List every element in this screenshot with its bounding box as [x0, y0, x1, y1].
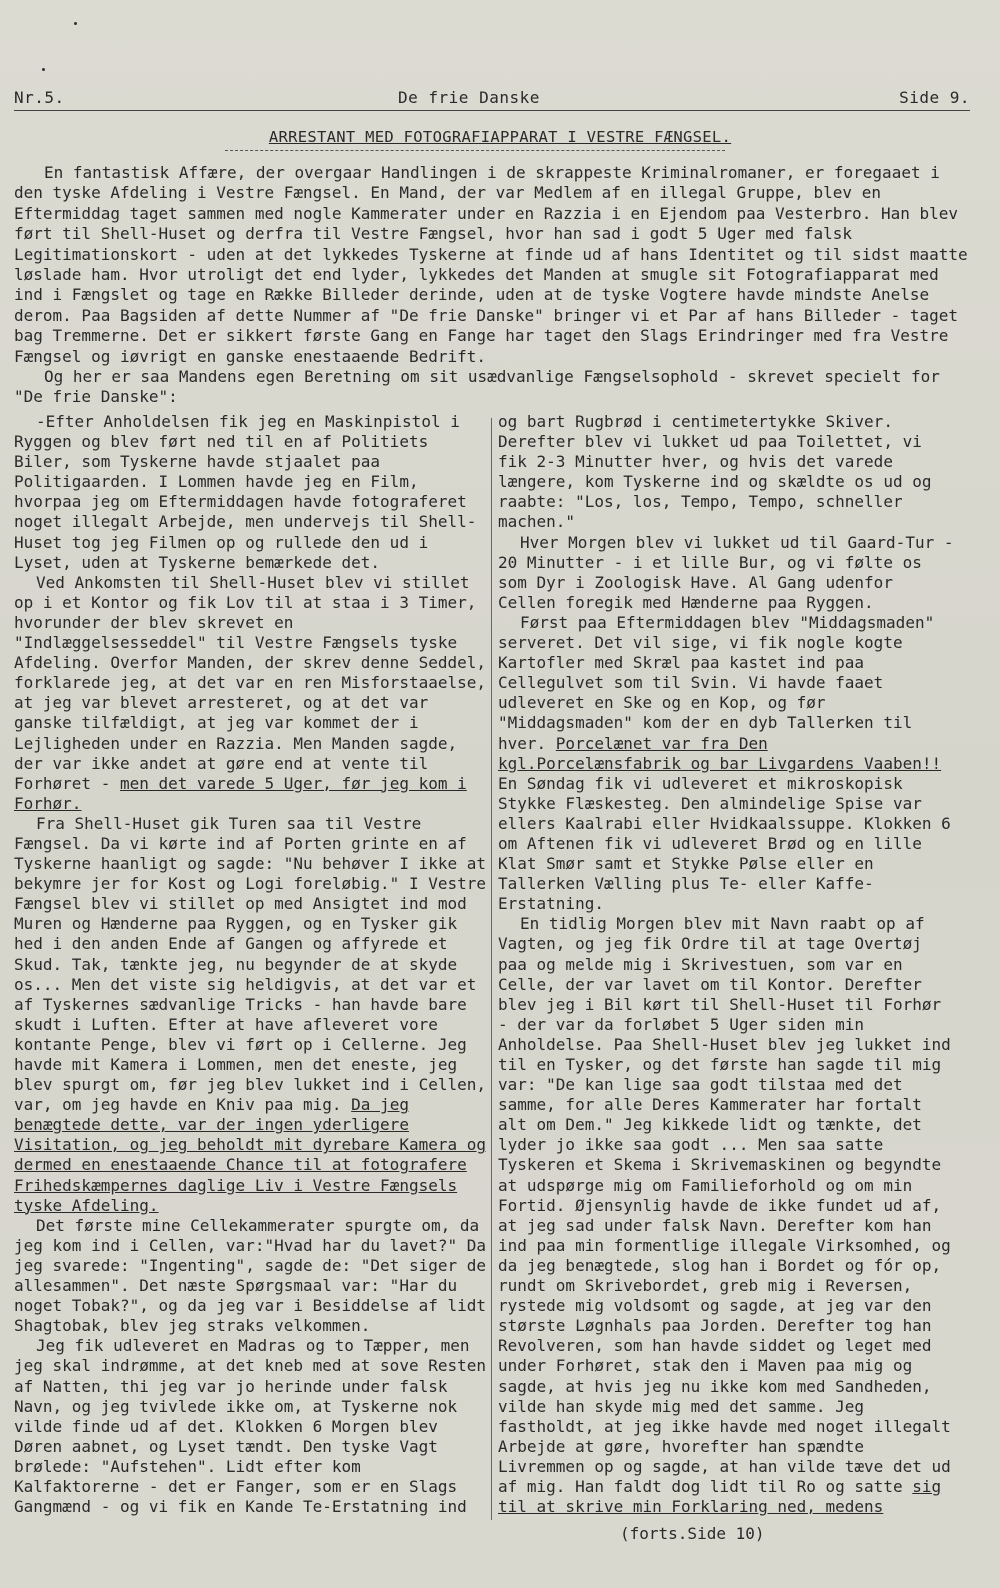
text: En tidlig Morgen blev mit Navn raabt op af Vagten, og jeg fik Ordre til at tage Overtøj paa og melde mig i Skrivestuen, som var en Celle, der var lavet om til Kontor. Derefter blev jeg i Bil kørt til Shell-Huset til Forhør - der var da forløbet 5 Uger siden min Anholdelse. Paa Shell-Huset blev jeg lukket ind til en Tysker, og det første han sagde til mig var: "De kan lige saa godt tilstaa med det samme, for alle Deres Kammerater har fortalt alt om Dem." Jeg kikkede lidt og tænkte, det lyder jo ikke saa godt ... Men saa satte Tyskeren et Skema i Skrivemaskinen og begyndte at udspørge mig om Familieforhold og om min Fortid. Øjensynlig havde de ikke fundet ud af, at jeg sad under falsk Navn. Derefter kom han ind paa min formentlige illegale Virksomhed, og da jeg benægtede, slog han i Bordet og fór op, rundt om Skrivebordet, greb mig i Reversen, rystede mig voldsomt og sagde, at jeg var den største Løgnhals paa Jorden. Derefter tog han Revolveren, som han havde siddet og leget med under Forhøret, stak den i Maven paa mig og sagde, at hvis jeg nu ikke kom med Sandheden, vilde han skyde mig med det samme. Jeg fastholdt, at jeg ikke havde med noget illegalt Arbejde at gøre, hvorefter han spændte Livremmen op og sagde, at han vilde tæve det ud af mig. Han faldt dog lidt til Ro og satte	[498, 914, 951, 1496]
paragraph	[498, 613, 954, 914]
paragraph	[14, 573, 488, 814]
issue-number: Nr.5.	[14, 88, 65, 107]
paragraph	[14, 814, 488, 1216]
ink-speck	[42, 68, 45, 71]
header-rule	[14, 110, 970, 111]
underlined-text: men det varede 5 Uger, før jeg kom i Forhør.	[14, 773, 467, 813]
column-divider	[491, 418, 492, 1520]
underlined-text: Da jeg benægtede dette, var der ingen yderligere Visitation, og jeg beholdt mit dyrebare Kamera og dermed en enestaaende Chance til at fotografere Frihedskæmpernes daglige Liv i Vestre Fængsels tyske Afdeling.	[14, 1095, 487, 1215]
paragraph: -Efter Anholdelsen fik jeg en Maskinpistol i Ryggen og blev ført ned til en af Politiets Biler, som Tyskerne havde stjaalet paa Politigaarden. I Lommen havde jeg en Film, hvorpaa jeg om Eftermiddagen havde fotograferet noget illegalt Arbejde, men undervejs til Shell-Huset tog jeg Filmen op og rullede den ud i Lyset, uden at Tyskerne bemærkede det.	[14, 412, 477, 572]
text: Fra Shell-Huset gik Turen saa til Vestre Fængsel. Da vi kørte ind af Porten grinte en af Tyskerne haanligt og sagde: "Nu behøver I ikke at bekymre jer for Kost og Logi foreløbig." I Vestre Fængsel blev vi stillet op med Ansigtet ind mod Muren og Hænderne paa Ryggen, og en Tysker gik hed i den anden Ende af Gangen og affyrede et Skud. Tak, tænkte jeg, nu begynder de at skyde os... Men det viste sig heldigvis, at det var et af Tyskernes sædvanlige Tricks - han havde bare skudt i Luften. Efter at have afleveret vore kontante Penge, blev vi ført op i Cellerne. Jeg havde mit Kamera i Lommen, men det eneste, jeg blev spurgt om, før jeg blev lukket ind i Cellen, var, om jeg havde en Kniv paa mig.	[14, 813, 487, 1115]
paragraph: Jeg fik udleveret en Madras og to Tæpper, men jeg skal indrømme, at det kneb med at sove Resten af Natten, thi jeg var jo herinde under falsk Navn, og jeg tvivlede ikke om, at Tyskerne nok vilde finde ud af det. Klokken 6 Morgen blev Døren aabnet, og Lyset tændt. Den tyske Vagt brølede: "Aufstehen". Lidt efter kom Kalfaktorerne - det er Fanger, som er en Slags Gangmænd - og vi fik en Kande Te-Erstatning ind	[14, 1336, 487, 1517]
text: Først paa Eftermiddagen blev "Middagsmaden" serveret. Det vil sige, vi fik nogle kogte Kartofler med Skræl paa kastet ind paa Cellegulvet som til Svin. Vi havde faaet udleveret en Ske og en Kop, og før "Middagsmaden" kom der en dyb Tallerken til hver.	[498, 612, 935, 753]
paragraph: Hver Morgen blev vi lukket ud til Gaard-Tur - 20 Minutter - i et lille Bur, og vi følte os som Dyr i Zoologisk Have. Al Gang udenfor Cellen foregik med Hænderne paa Ryggen.	[498, 532, 954, 612]
article-intro	[14, 163, 974, 408]
intro-paragraph: Og her er saa Mandens egen Beretning om sit usædvanlige Fængselsophold - skrevet specielt for "De frie Danske":	[14, 367, 940, 407]
right-column	[498, 412, 954, 1517]
paragraph: og bart Rugbrød i centimetertykke Skiver. Derefter blev vi lukket ud paa Toilettet, vi fik 2-3 Minutter hver, og hvis det varede længere, kom Tyskerne ind og skældte os ud og raabte: "Los, los, Tempo, Tempo, schneller machen."	[498, 412, 932, 532]
page-header	[14, 88, 970, 110]
text: En Søndag fik vi udleveret et mikroskopisk Stykke Flæskesteg. Den almindelige Spise var ellers Kaalrabi eller Hvidkaalssuppe. Klokken 6 om Aftenen fik vi udleveret Brød og en lille Klat Smør samt et Stykke Pølse eller en Tallerken Vælling plus Te- eller Kaffe-Erstatning.	[498, 773, 951, 914]
underlined-text: sig til at skrive min Forklaring ned, medens	[498, 1476, 942, 1517]
continued-note: (forts.Side 10)	[620, 1524, 765, 1543]
article-title: ARRESTANT MED FOTOGRAFIAPPARAT I VESTRE FÆNGSEL.	[268, 128, 732, 146]
page-number: Side 9.	[899, 88, 970, 107]
underlined-text: Porcelænet var fra Den kgl.Porcelænsfabrik og bar Livgardens Vaaben!!	[498, 733, 942, 773]
newspaper-name: De frie Danske	[398, 88, 540, 107]
ink-speck	[74, 22, 77, 25]
text: Ved Ankomsten til Shell-Huset blev vi stillet op i et Kontor og fik Lov til at staa i 3 Timer, hvorunder der blev skrevet en "Indlæggelsesseddel" til Vestre Fængsels tyske Afdeling. Overfor Manden, der skrev denne Seddel, forklarede jeg, at det var en ren Misforstaaelse, at jeg var blevet arresteret, og at det var ganske tilfældigt, at jeg var kommet der i Lejligheden under en Razzia. Men Manden sagde, der var ikke andet at gøre end at vente til Forhøret -	[14, 572, 487, 793]
left-column	[14, 412, 488, 1517]
intro-paragraph: En fantastisk Affære, der overgaar Handlingen i de skrappeste Kriminalromaner, er foregaaet i den tyske Afdeling i Vestre Fængsel. En Mand, der var Medlem af en illegal Gruppe, blev en Eftermiddag taget sammen med nogle Kammerater under en Razzia i en Ejendom paa Vesterbro. Han blev ført til Shell-Huset og derfra til Vestre Fængsel, hvor han sad i godt 5 Uger med falsk Legitimationskort - uden at det lykkedes Tyskerne at finde ud af hans Identitet og til sidst maatte løslade ham. Hvor utroligt det end lyder, lykkedes det Manden at smugle sit Fotografiapparat med ind i Fængslet og tage en Række Billeder derinde, uden at de tyske Vogtere havde mindste Anelse derom. Paa Bagsiden af dette Nummer af "De frie Danske" bringer vi et Par af hans Billeder - taget bag Tremmerne. Det er sikkert første Gang en Fange har taget den Slags Erindringer med fra Vestre Fængsel og iøvrigt en ganske enestaaende Bedrift.	[14, 163, 968, 366]
paragraph	[498, 914, 954, 1517]
paragraph: Det første mine Cellekammerater spurgte om, da jeg kom ind i Cellen, var:"Hvad har du lavet?" Da jeg svarede: "Ingenting", sagde de: "Det siger de allesammen". Det næste Spørgsmaal var: "Har du noget Tobak?", og da jeg var i Besiddelse af lidt Shagtobak, blev jeg straks velkommen.	[14, 1215, 487, 1336]
title-rule	[225, 150, 725, 151]
